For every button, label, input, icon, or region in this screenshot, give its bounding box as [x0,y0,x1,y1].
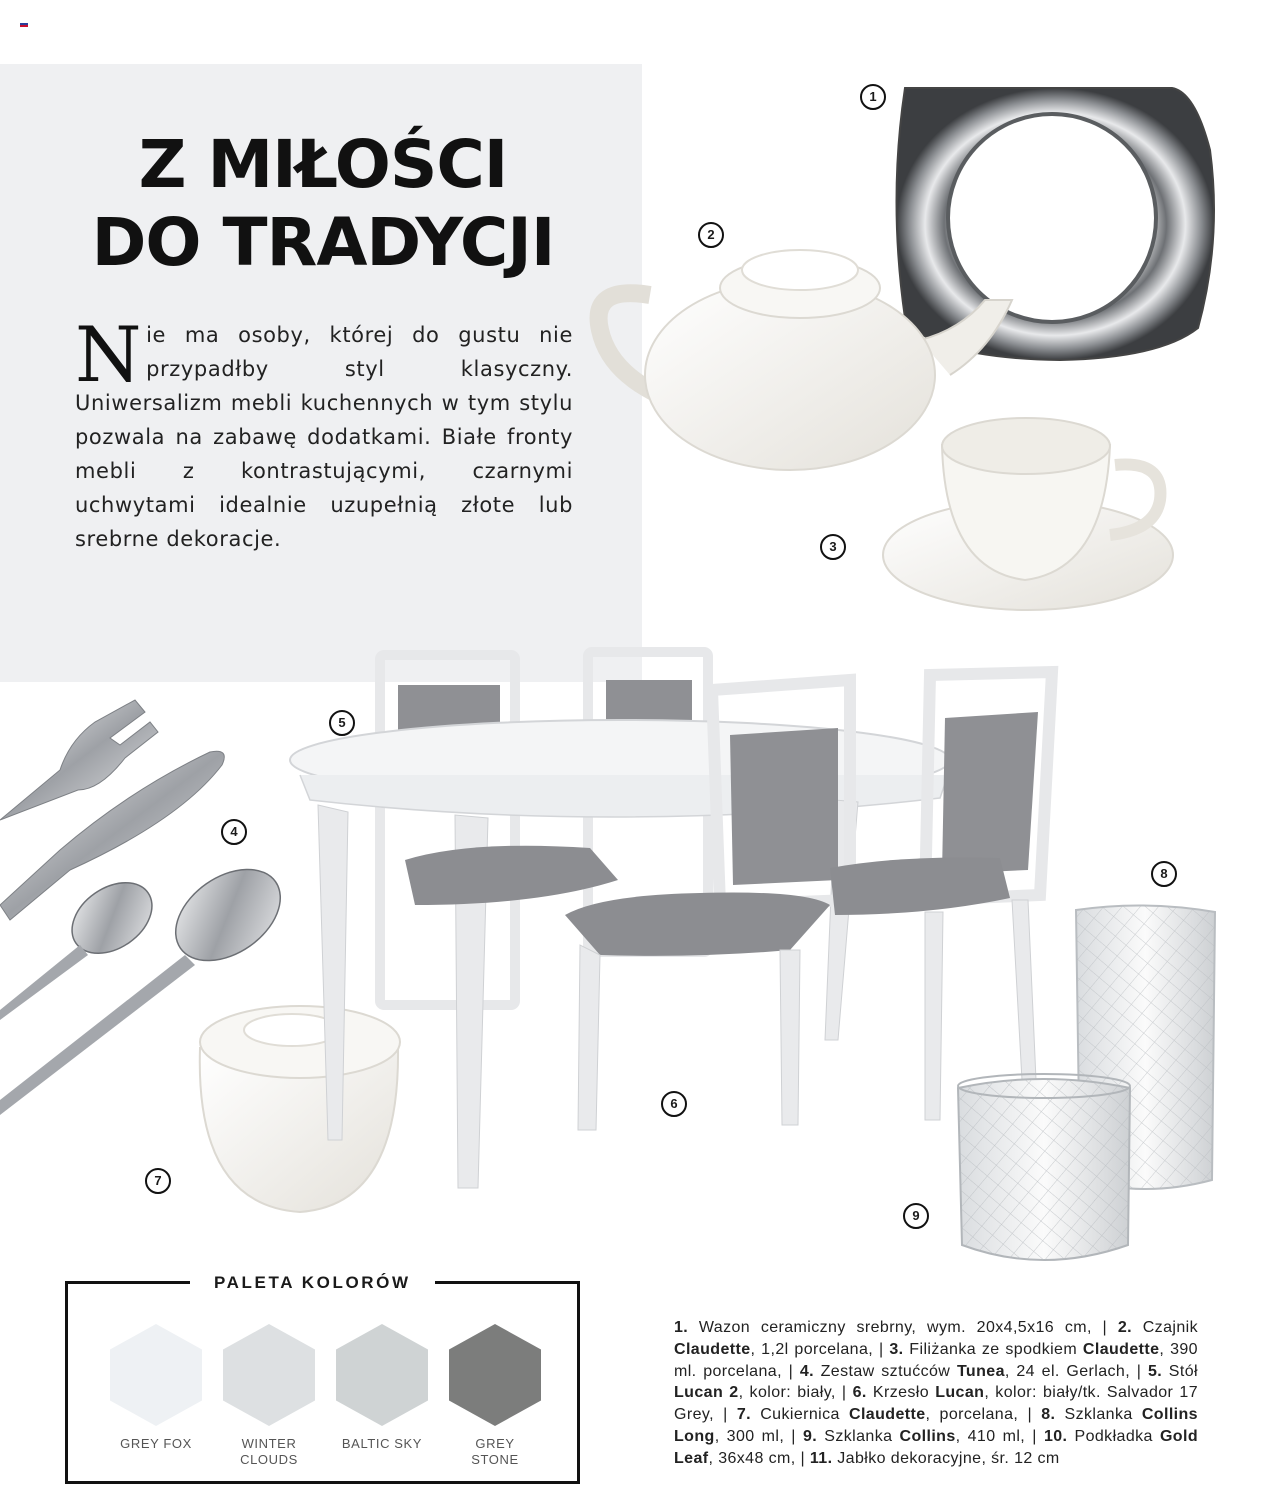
product-text: Krzesło [866,1384,936,1402]
marker-5: 5 [329,710,355,736]
product-name: Collins Long [674,1406,1198,1445]
marker-8: 8 [1151,861,1177,887]
product-number: 8. [1041,1406,1056,1424]
marker-7: 7 [145,1168,171,1194]
marker-1: 1 [860,84,886,110]
swatch-grey-stone [447,1324,543,1468]
product-name: Lucan 2 [674,1384,739,1402]
marker-6: 6 [661,1091,687,1117]
cup-and-saucer [883,418,1173,610]
product-details: , porcelana, | [925,1406,1032,1424]
product-number: 2. [1117,1319,1132,1336]
product-text: Filiżanka ze spodkiem [903,1340,1083,1358]
swatch-color [223,1324,315,1426]
product-details: , 300 ml, | [714,1427,796,1445]
marker-4: 4 [221,819,247,845]
product-details: , 24 el. Gerlach, | [1004,1362,1142,1380]
swatch-baltic-sky [334,1324,430,1452]
product-caption [674,1317,1198,1470]
swatch-color [110,1324,202,1426]
product-text: Zestaw sztućców [813,1362,957,1380]
swatch-label: WINTER CLOUDS [240,1436,298,1467]
product-text: Wazon ceramiczny srebrny, wym. 20x4,5x16 cm, | [688,1319,1108,1336]
product-number: 11. [809,1449,833,1467]
product-name: Gold Leaf [674,1427,1198,1467]
marker-2: 2 [698,222,724,248]
product-details: , kolor: biały, | [738,1384,847,1402]
palette-title: PALETA KOLORÓW [190,1272,435,1294]
product-number: 4. [799,1362,814,1380]
product-details: , 1,2l porcelana, | [750,1340,884,1358]
product-text: Cukiernica [751,1406,849,1424]
product-details: , 390 ml. porcelana, | [674,1340,1198,1380]
title-line-1: Z MIŁOŚCI [138,126,508,203]
product-number: 10. [1043,1427,1068,1445]
product-name: Claudette [849,1406,926,1424]
dropcap: N [75,310,143,399]
swatch-color [336,1324,428,1426]
product-name: Claudette [674,1340,751,1358]
product-number: 3. [889,1340,904,1358]
product-number: 6. [852,1384,867,1402]
product-text: Szklanka [817,1427,900,1445]
product-name: Lucan [935,1384,985,1402]
swatch-grey-fox [108,1324,204,1452]
product-name: Claudette [1082,1340,1160,1358]
product-text: Czajnik [1132,1319,1198,1336]
product-details: , 36x48 cm, | [708,1449,806,1467]
color-palette [65,1273,580,1484]
swatch-label: GREY FOX [120,1436,192,1451]
marker-9: 9 [903,1203,929,1229]
product-text: Jabłko dekoracyjne, śr. 12 cm [832,1449,1060,1467]
product-number: 7. [736,1406,752,1424]
swatch-color [449,1324,541,1426]
product-text: Podkładka [1067,1427,1160,1445]
intro-text: ie ma osoby, której do gustu nie przypadłby styl klasyczny. Uniwersalizm mebli kuchennych w tym stylu pozwala na zabawę dodatkami. Białe fronty mebli z kontrastującymi, czarnymi uchwytami idealnie uzupełnią złote lub srebrne dekoracje. [75,323,573,551]
product-number: 5. [1147,1362,1163,1380]
swatch-winter-clouds [221,1324,317,1468]
title-line-2: DO TRADYCJI [91,204,555,281]
sugar-bowl [200,1006,400,1212]
swatch-label: GREY STONE [471,1436,519,1467]
product-number: 1. [674,1319,689,1336]
swatch-label: BALTIC SKY [341,1436,423,1451]
marker-3: 3 [820,534,846,560]
product-name: Tunea [956,1362,1005,1380]
product-number: 9. [803,1427,818,1445]
product-details: , kolor: biały/tk. Salvador 17 Grey, | [674,1384,1199,1424]
product-details: , 410 ml, | [955,1427,1037,1445]
glass-collins [958,1074,1130,1260]
product-name: Collins [899,1427,956,1445]
chair-back-left [380,655,515,1005]
vase-silver [897,88,1215,360]
product-text: Szklanka [1055,1406,1142,1424]
product-text: Stół [1162,1362,1198,1380]
